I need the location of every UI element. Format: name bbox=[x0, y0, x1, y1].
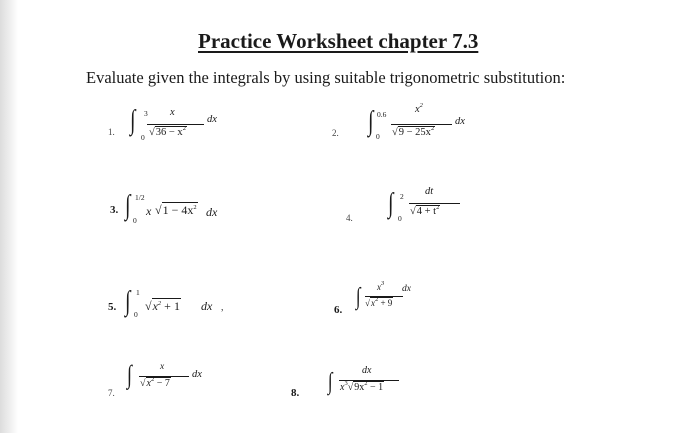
fraction-bar bbox=[409, 203, 460, 204]
problem-number: 5. bbox=[108, 301, 117, 313]
problem-number: 8. bbox=[291, 387, 300, 399]
pen-mark: , bbox=[221, 302, 224, 313]
fraction-bar bbox=[147, 124, 204, 125]
differential: dx bbox=[455, 116, 465, 127]
numerator: $x^2$ bbox=[415, 102, 423, 115]
upper-limit: 1/2 bbox=[135, 193, 145, 202]
denominator: $x^3√9x^2 - 1$ bbox=[340, 380, 384, 393]
integrand: x bbox=[146, 204, 152, 218]
denominator: $√x^2 + 9$ bbox=[365, 296, 393, 308]
lower-limit: 0 bbox=[133, 216, 137, 225]
integral-sign: ∫ bbox=[328, 369, 333, 395]
lower-limit: 0 bbox=[376, 132, 380, 141]
problem-number: 4. bbox=[346, 213, 353, 223]
lower-limit: 0 bbox=[398, 214, 402, 223]
upper-limit: 2 bbox=[400, 192, 404, 201]
denominator: $√4 + t^2$ bbox=[410, 204, 440, 217]
differential: dx bbox=[192, 369, 202, 380]
upper-limit: 0.6 bbox=[377, 110, 387, 119]
fraction-bar bbox=[391, 124, 452, 125]
denominator: $√9 - 25x^2$ bbox=[392, 125, 435, 138]
denominator: $√36 - x^2$ bbox=[149, 125, 186, 138]
numerator: $x^3$ bbox=[377, 280, 385, 292]
integral-sign: ∫ bbox=[368, 106, 374, 137]
integral-sign: ∫ bbox=[388, 188, 394, 219]
radical: $√1 - 4x^2$ bbox=[155, 203, 197, 217]
integral-sign: ∫ bbox=[125, 190, 131, 221]
problem-number: 1. bbox=[108, 127, 115, 137]
instructions-text: Evaluate given the integrals by using suitable trigonometric substitution: bbox=[86, 68, 566, 87]
differential: dx bbox=[201, 299, 213, 313]
problem-number: 3. bbox=[110, 204, 119, 216]
radical: $√x^2 + 1$ bbox=[145, 299, 180, 313]
differential: dx bbox=[207, 114, 217, 125]
lower-limit: 0 bbox=[141, 133, 145, 142]
numerator: dx bbox=[362, 365, 372, 376]
integral-sign: ∫ bbox=[127, 360, 132, 389]
problem-number: 7. bbox=[108, 388, 115, 398]
integral-sign: ∫ bbox=[130, 105, 136, 136]
numerator: x bbox=[160, 362, 165, 372]
differential: dx bbox=[206, 205, 218, 219]
problem-number: 6. bbox=[334, 304, 343, 316]
upper-limit: 3 bbox=[144, 109, 148, 118]
upper-limit: 1 bbox=[136, 288, 140, 297]
worksheet-title: Practice Worksheet chapter 7.3 bbox=[198, 29, 479, 53]
lower-limit: 0 bbox=[134, 310, 138, 319]
integral-sign: ∫ bbox=[356, 284, 361, 310]
problem-number: 2. bbox=[332, 128, 339, 138]
integral-sign: ∫ bbox=[125, 286, 131, 317]
numerator: dt bbox=[425, 186, 434, 197]
denominator: $√x^2 - 7$ bbox=[140, 376, 170, 389]
differential: dx bbox=[402, 284, 411, 294]
numerator: x bbox=[170, 107, 175, 118]
